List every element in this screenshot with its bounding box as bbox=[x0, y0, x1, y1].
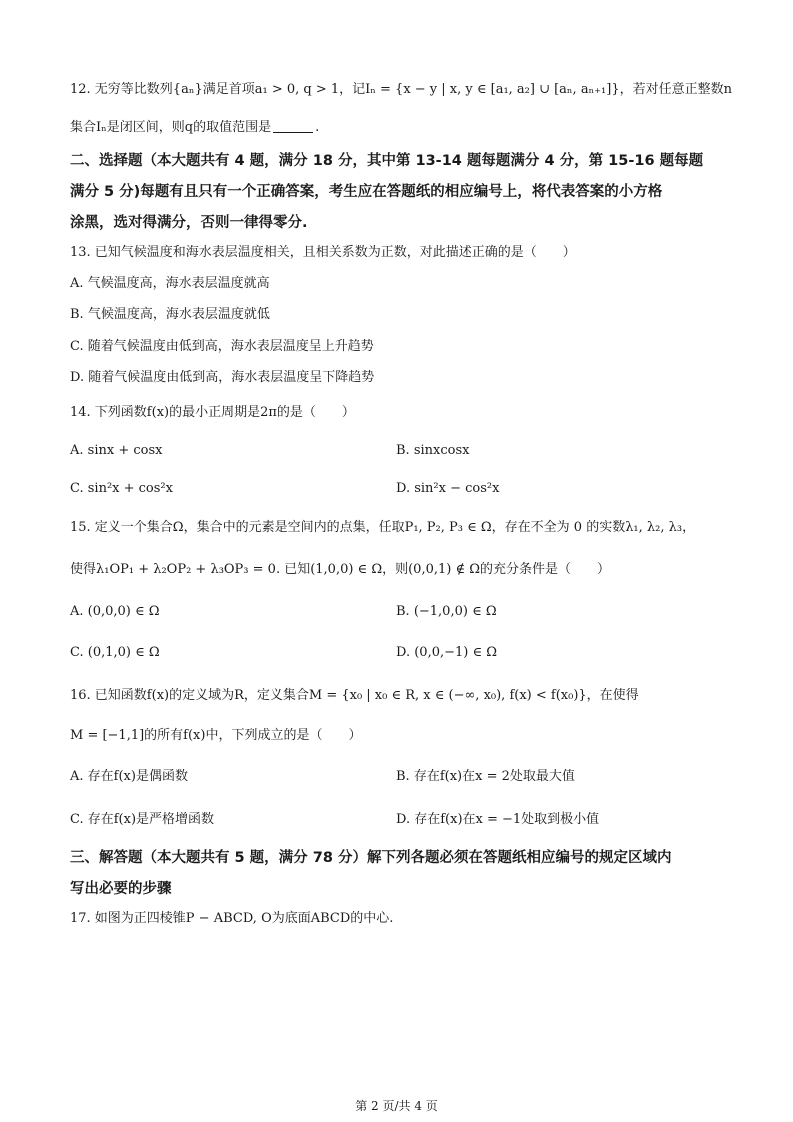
q15-line1: 15. 定义一个集合Ω，集合中的元素是空间内的点集，任取P₁, P₂, P₃ ∈ Ω，存在不全为 0 的实数λ₁, λ₂, λ₃， bbox=[70, 520, 696, 535]
section-2-line1: 二、选择题（本大题共有 4 题，满分 18 分，其中第 13-14 题每题满分 4 分，第 15-16 题每题 bbox=[70, 153, 704, 169]
q13-option-b: B. 气候温度高，海水表层温度就低 bbox=[70, 307, 270, 322]
section-3-line1: 三、解答题（本大题共有 5 题，满分 78 分）解下列各题必须在答题纸相应编号的规定区域内 bbox=[70, 850, 672, 866]
q14-option-a: A. sinx + cosx bbox=[70, 443, 163, 458]
q14-option-c: C. sin²x + cos²x bbox=[70, 481, 173, 496]
q12-line2-text: 集合Iₙ是闭区间，则q的取值范围是 bbox=[70, 120, 272, 135]
section-3-line2: 写出必要的步骤 bbox=[70, 881, 172, 897]
q12-line2-end: . bbox=[315, 120, 320, 135]
q15-line2: 使得λ₁OP₁ + λ₂OP₂ + λ₃OP₃ = 0. 已知(1,0,0) ∈ Ω，则(0,0,1) ∉ Ω的充分条件是（ ） bbox=[70, 562, 610, 577]
q12-line2 bbox=[70, 118, 319, 138]
q15-option-d: D. (0,0,−1) ∈ Ω bbox=[396, 645, 498, 660]
q16-option-c: C. 存在f(x)是严格增函数 bbox=[70, 812, 215, 827]
q14-option-b: B. sinxcosx bbox=[396, 443, 470, 458]
answer-blank bbox=[273, 118, 313, 133]
section-2-line2: 满分 5 分)每题有且只有一个正确答案，考生应在答题纸的相应编号上，将代表答案的小方格 bbox=[70, 184, 663, 200]
page-footer: 第 2 页/共 4 页 bbox=[355, 1099, 438, 1113]
q13-stem: 13. 已知气候温度和海水表层温度相关，且相关系数为正数，对此描述正确的是（ ） bbox=[70, 245, 576, 260]
q16-option-a: A. 存在f(x)是偶函数 bbox=[70, 769, 188, 784]
q16-option-b: B. 存在f(x)在x = 2处取最大值 bbox=[396, 769, 575, 784]
q12-line1: 12. 无穷等比数列{aₙ}满足首项a₁ > 0, q > 1，记Iₙ = {x − y | x, y ∈ [a₁, a₂] ∪ [aₙ, aₙ₊₁]}，若对任意正整数n bbox=[70, 82, 732, 97]
q16-line1: 16. 已知函数f(x)的定义域为R，定义集合M = {x₀ | x₀ ∈ R, x ∈ (−∞, x₀), f(x) < f(x₀)}，在使得 bbox=[70, 688, 639, 703]
q17-stem: 17. 如图为正四棱锥P − ABCD, O为底面ABCD的中心. bbox=[70, 911, 394, 926]
section-3-heading bbox=[70, 843, 730, 905]
q15-option-b: B. (−1,0,0) ∈ Ω bbox=[396, 604, 497, 619]
q13-option-a: A. 气候温度高，海水表层温度就高 bbox=[70, 276, 270, 291]
q15-option-a: A. (0,0,0) ∈ Ω bbox=[70, 604, 160, 619]
section-2-line3: 涂黑，选对得满分，否则一律得零分. bbox=[70, 215, 308, 231]
q16-line2: M = [−1,1]的所有f(x)中，下列成立的是（ ） bbox=[70, 728, 362, 743]
q14-stem: 14. 下列函数f(x)的最小正周期是2π的是（ ） bbox=[70, 405, 355, 420]
q16-option-d: D. 存在f(x)在x = −1处取到极小值 bbox=[396, 812, 600, 827]
section-2-heading bbox=[70, 146, 730, 239]
q13-option-c: C. 随着气候温度由低到高，海水表层温度呈上升趋势 bbox=[70, 339, 374, 354]
q13-option-d: D. 随着气候温度由低到高，海水表层温度呈下降趋势 bbox=[70, 370, 375, 385]
q14-option-d: D. sin²x − cos²x bbox=[396, 481, 500, 496]
q15-option-c: C. (0,1,0) ∈ Ω bbox=[70, 645, 160, 660]
